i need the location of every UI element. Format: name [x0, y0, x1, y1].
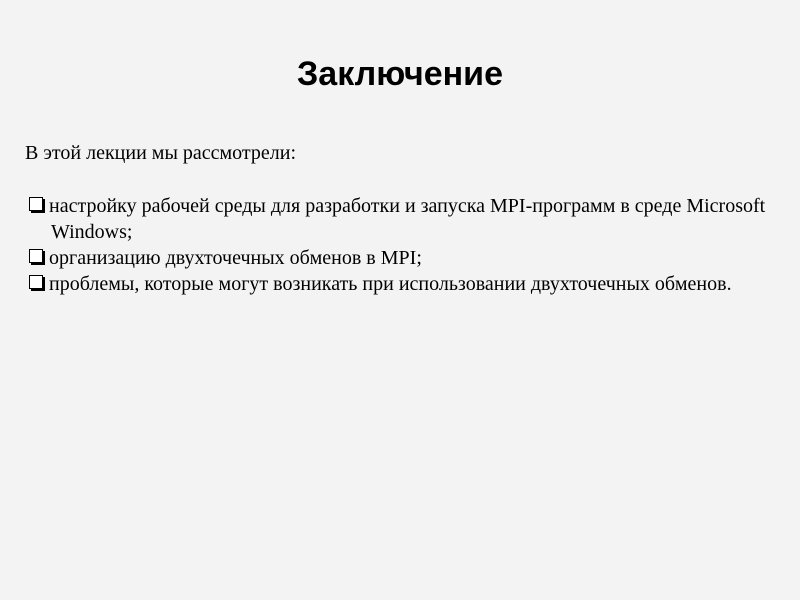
checkbox-icon — [29, 275, 43, 289]
bullet-text: организацию двухточечных обменов в MPI; — [49, 247, 422, 269]
bullet-text: проблемы, которые могут возникать при использовании двухточечных обменов. — [49, 273, 732, 295]
bullet-text: настройку рабочей среды для разработки и запуска MPI-программ в среде Microsoft Windows; — [49, 195, 766, 243]
bullet-list — [5, 193, 785, 297]
list-item — [5, 245, 785, 271]
list-item — [5, 193, 785, 245]
slide-title: Заключение — [297, 55, 503, 93]
checkbox-icon — [29, 197, 43, 211]
intro-text: В этой лекции мы рассмотрели: — [25, 142, 297, 164]
checkbox-icon — [29, 249, 43, 263]
list-item — [5, 271, 785, 297]
